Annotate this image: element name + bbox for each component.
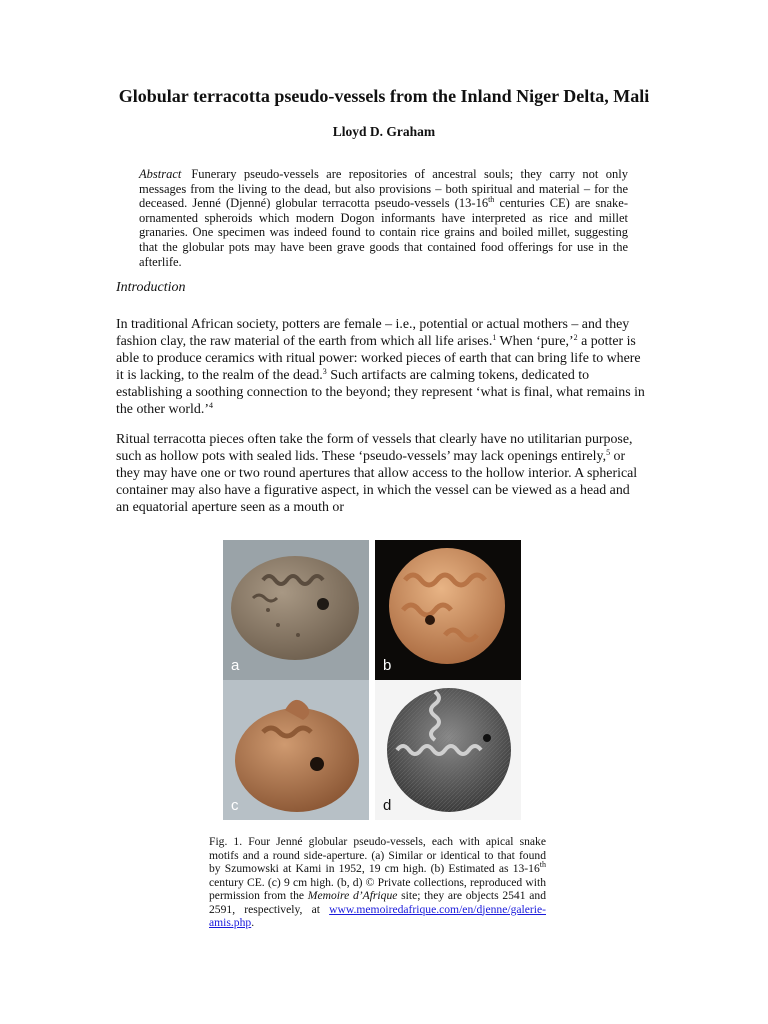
footnote-ref-1[interactable]: 1: [492, 333, 497, 342]
para1-text-2: When ‘pure,’: [496, 334, 574, 349]
vessel-c-image: [223, 680, 369, 820]
panel-letter-b: b: [383, 657, 392, 674]
para1-text-1: In traditional African society, potters are female – i.e., potential or actual mothers – and they fashion clay, the raw material of the earth from which all life arises.: [116, 317, 630, 349]
body-paragraph-2: [116, 431, 646, 516]
para1-text-3: a potter is able to produce ceramics with ritual power: worked pieces of earth that can bring life to where it is lacking, to the realm of the dead.: [116, 334, 641, 383]
figure-panel-c: [223, 680, 369, 820]
abstract-sup: th: [488, 195, 495, 205]
paper-title: Globular terracotta pseudo-vessels from the Inland Niger Delta, Mali: [118, 86, 650, 106]
footnote-ref-4[interactable]: 4: [208, 401, 213, 410]
body-paragraph-1: [116, 316, 646, 418]
para2-text-2: or they may have one or two round apertures that allow access to the hollow interior. A spherical container may also have a figurative aspect, in which the vessel can be viewed as a head and an equatorial aperture seen as a mouth or: [116, 449, 638, 515]
figure-panel-a: [223, 540, 369, 680]
section-heading-introduction: Introduction: [116, 280, 186, 295]
caption-link[interactable]: www.memoiredafrique.com/en/djenne/galerie-amis.php: [209, 902, 546, 929]
author-name: Lloyd D. Graham: [332, 124, 436, 139]
figure-panel-b: [375, 540, 521, 680]
abstract-text-2: centuries CE) are snake-ornamented spheroids which modern Dogon informants have interpreted as rice and millet granaries. One specimen was indeed found to contain rice grains and boiled millet, suggesting that the globular pots may have been grave goods that contained food offerings for use in the afterlife.: [139, 196, 628, 269]
para1-text-4: Such artifacts are calming tokens, dedicated to establishing a soothing connection to the beyond; they represent ‘what is final, what remains in the other world.’: [116, 368, 645, 417]
abstract-text-1: Funerary pseudo-vessels are repositories of ancestral souls; they carry not only messages from the living to the dead, but also provisions – both spiritual and material – for the deceased. Jenné (Djenné) globular terracotta pseudo-vessels (13-16: [139, 167, 628, 211]
para2-text-1: Ritual terracotta pieces often take the form of vessels that clearly have no utilitarian purpose, such as hollow pots with sealed lids. These ‘pseudo-vessels’ may lack openings entirely,: [116, 432, 633, 464]
figure-1: [223, 540, 515, 820]
abstract-label: Abstract: [139, 167, 182, 181]
abstract: [139, 167, 628, 269]
vessel-b-image: [375, 540, 521, 680]
vessel-d-image: [375, 680, 521, 820]
caption-italic-site: Memoire d’Afrique: [307, 889, 398, 902]
panel-letter-a: a: [231, 657, 240, 674]
footnote-ref-3[interactable]: 3: [322, 367, 327, 376]
figure-panel-d: [375, 680, 521, 820]
caption-text-4: .: [251, 916, 255, 929]
caption-sup: th: [539, 860, 546, 869]
vessel-a-image: [223, 540, 369, 680]
caption-text-1: Fig. 1. Four Jenné globular pseudo-vessels, each with apical snake motifs and a round side-aperture. (a) Similar or identical to that found by Szumowski at Kami in 1952, 19 cm high. (b) Estimated as 13-16: [209, 835, 546, 875]
figure-caption: [209, 835, 546, 930]
footnote-ref-5[interactable]: 5: [606, 448, 611, 457]
panel-letter-d: d: [383, 797, 392, 814]
footnote-ref-2[interactable]: 2: [573, 333, 578, 342]
caption-text-3: site; they are objects 2541 and 2591, respectively, at: [209, 889, 546, 916]
caption-text-2: century CE. (c) 9 cm high. (b, d) © Private collections, reproduced with permission from the: [209, 875, 546, 902]
panel-letter-c: c: [231, 797, 239, 814]
